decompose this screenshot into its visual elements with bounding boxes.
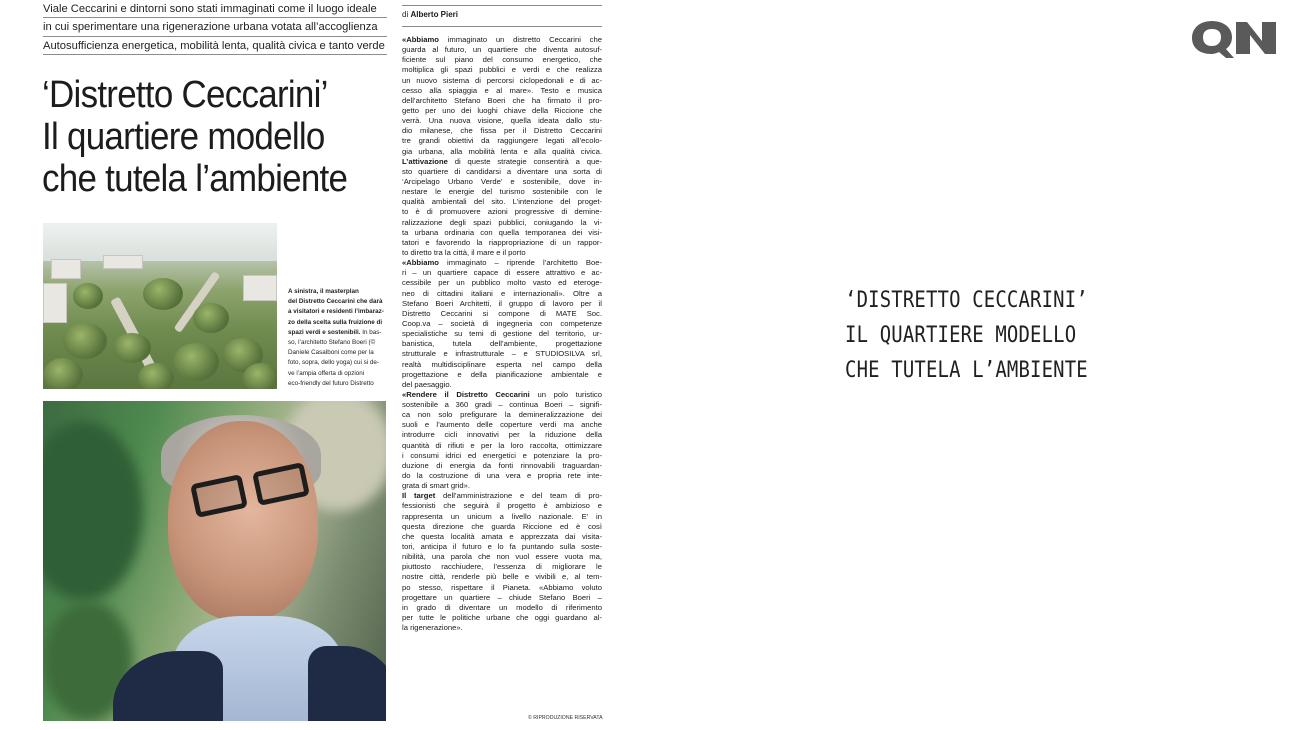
author-name: Alberto Pieri [410, 10, 459, 19]
article-line: grata di smart grid». [402, 481, 470, 491]
caption-line: del Distretto Ceccarini che darà [288, 298, 383, 306]
article-line: Distretto Ceccarini si compone di MATE Soc. [402, 308, 602, 318]
caption-line: eco-friendly del futuro Distretto [288, 379, 374, 387]
headline-line: che tutela l’ambiente [42, 158, 348, 200]
article-line: duzione di energia da fonti rinnovabili traguardan- [402, 460, 602, 470]
article-line: introdurre cicli innovativi per la riduzione della [402, 430, 602, 440]
article-line: suoli e l’aumento delle coperture verdi ma anche [402, 420, 602, 430]
article-line: fessionisti che seguirà il progetto è ambizioso e [402, 501, 602, 511]
architect-portrait-photo [43, 401, 386, 721]
article-line: dio milanese, che fissa per il Distretto Ceccarini [402, 126, 602, 136]
slide-title [845, 283, 1165, 388]
article-line: progettazione e della pianificazione ambientale e [402, 369, 602, 379]
article-line: to diretto tra la città, il mare e il porto [402, 247, 526, 257]
article-line: sostenibile a 360 gradi – continua Boeri – signifi- [402, 400, 602, 410]
article-line: «Rendere il Distretto Ceccarini un polo turistico [402, 389, 602, 399]
article-line: nestare le energie del turismo sostenibile con le [402, 187, 602, 197]
article-line: ‘Arcipelago Urbano Verde’ e sostenibile, dove in- [402, 176, 602, 186]
caption-line: so, l’architetto Stefano Boeri (© [288, 339, 376, 347]
byline: di Alberto Pieri [402, 5, 602, 27]
article-line: «Abbiamo immaginato un distretto Ceccarini che [402, 35, 602, 44]
article-line: po stesso, rispettare il Pianeta. «Abbiamo voluto [402, 582, 602, 592]
copyright-notice: © RIPRODUZIONE RISERVATA [528, 715, 603, 721]
article-line: rappresenta un unicum a livello nazionale. E’ in [402, 511, 602, 521]
caption-line: a visitatori e residenti l’imbaraz- [288, 308, 384, 316]
article-line: tatori e favorendo la riappropriazione di un rappor- [402, 237, 602, 247]
caption-line: spazi verdi e sostenibili. In bas- [288, 328, 382, 336]
article-line: to è di promuovere azioni progressive di demine- [402, 207, 602, 217]
summary-line: Autosufficienza energetica, mobilità lenta, qualità civica e tanto verde [43, 37, 387, 55]
article-line: dell’architetto Stefano Boeri che ha firmato il pro- [402, 95, 602, 105]
article-line: cesso alla spiaggia e al mare». Testo e musica [402, 85, 602, 95]
article-line: tre grandi obiettivi da raggiungere legati all’ecolo- [402, 136, 602, 146]
article-line: verrà. Una nuova visione, quella ideata dallo stu- [402, 116, 602, 126]
article-line: tori, anticipa il futuro e lo fa puntando sulla soste- [402, 542, 602, 552]
article-line: strutturale e infrastrutturale – e STUDIOSILVA srl, [402, 349, 602, 359]
article-line: qualità ambientali del sito. L’intenzione del proget- [402, 197, 602, 207]
article-line: sto quartiere di candidarsi a diventare una sorta di [402, 166, 602, 176]
article-line: do la costruzione di una vera e propria rete inte- [402, 471, 602, 481]
article-line: Stefano Boeri Architetti, il gruppo di lavoro per il [402, 298, 602, 308]
caption-line: foto, sopra, dello yoga) cui si de- [288, 359, 380, 367]
article-line: Il target dell’amministrazione e del team di pro- [402, 491, 602, 501]
article-line: moltiplica gli spazi pubblici e verdi e che realizza [402, 65, 602, 75]
article-line: per tutte le politiche urbane che oggi guardano al- [402, 613, 602, 623]
article-line: ta urbana ordinaria con quella temporanea dei visi- [402, 227, 602, 237]
article-line: getto per uno dei luoghi chiave della Riccione che [402, 105, 602, 115]
article-line: Coop.va – società di ingegneria con competenze [402, 318, 602, 328]
summary-line: Viale Ceccarini e dintorni sono stati immaginati come il luogo ideale [43, 0, 387, 18]
article-line: gia urbana, alla mobilità lenta e alla qualità civica. [402, 146, 602, 156]
headline-line: Il quartiere modello [42, 116, 325, 158]
caption-line: zo della scelta sulla fruizione di [288, 318, 383, 326]
article-line: «Abbiamo immaginato – riprende l’architetto Boe- [402, 258, 602, 268]
article-body [402, 35, 602, 633]
masterplan-photo [43, 223, 277, 389]
caption-line: Daniele Casalboni come per la [288, 349, 374, 357]
article-line: che questa località amata e apprezzata dai visita- [402, 531, 602, 541]
article-line: del paesaggio. [402, 379, 452, 389]
article-line: cessibile per un pubblico molto vasto ed eteroge- [402, 278, 602, 288]
article-line: ri – un quartiere capace di essere attrattivo e ac- [402, 268, 602, 278]
article-summary [43, 0, 387, 55]
article-line: questa direzione che guarda Riccione ed è così [402, 521, 602, 531]
article-line: un nuovo sistema di percorsi ciclopedonali e di ac- [402, 75, 602, 85]
summary-line: in cui sperimentare una rigenerazione urbana votata all’accoglienza [43, 18, 387, 36]
article-headline [42, 74, 392, 200]
article-line: L’attivazione di queste strategie consentirà a que- [402, 156, 602, 166]
article-line: la rigenerazione». [402, 623, 463, 633]
article-line: specialistiche su temi di gestione del territorio, ur- [402, 329, 602, 339]
svg-text:QN: QN [1190, 19, 1192, 20]
slide-title-line: ‘DISTRETTO CECCARINI’ [845, 288, 1088, 313]
article-line: quantità di rifiuti e per la loro raccolta, ottimizzare [402, 440, 602, 450]
article-line: in grado di diventare un modello di riferimento [402, 602, 602, 612]
article-line: neo di cittadini italiani e internazionali». Oltre a [402, 288, 602, 298]
article-line: ralizzazione degli spazi pubblici, coniugando la vi- [402, 217, 602, 227]
article-line: nibilità, una parola che non vuol essere vuota ma, [402, 552, 602, 562]
article-line: ca non solo prefigurare la demineralizzazione dei [402, 410, 602, 420]
article-line: guarda al futuro, un quartiere che diventa autosuf- [402, 45, 602, 55]
article-line: nostre città, renderle più belle e vivibili e, al tem- [402, 572, 602, 582]
slide-title-line: IL QUARTIERE MODELLO [845, 323, 1077, 348]
article-line: i consumi idrici ed energetici e potenziare la pro- [402, 450, 602, 460]
article-line: banistica, tutela dell’ambiente, progettazione [402, 339, 602, 349]
article-line: progettare un quartiere – chiude Stefano Boeri – [402, 592, 602, 602]
article-line: ficiente sul piano del consumo energetico, che [402, 55, 602, 65]
slide-title-line: CHE TUTELA L’AMBIENTE [845, 358, 1088, 383]
caption-line: ve l’ampia offerta di opzioni [288, 369, 365, 377]
headline-line: ‘Distretto Ceccarini’ [42, 74, 328, 116]
qn-logo-icon [1190, 19, 1278, 59]
article-line: piuttosto racchiudere, l’essenza di migliorare le [402, 562, 602, 572]
caption-line: A sinistra, il masterplan [288, 288, 359, 295]
photo-caption [288, 287, 386, 389]
article-line: realtà multidisciplinare esperta nel campo della [402, 359, 602, 369]
